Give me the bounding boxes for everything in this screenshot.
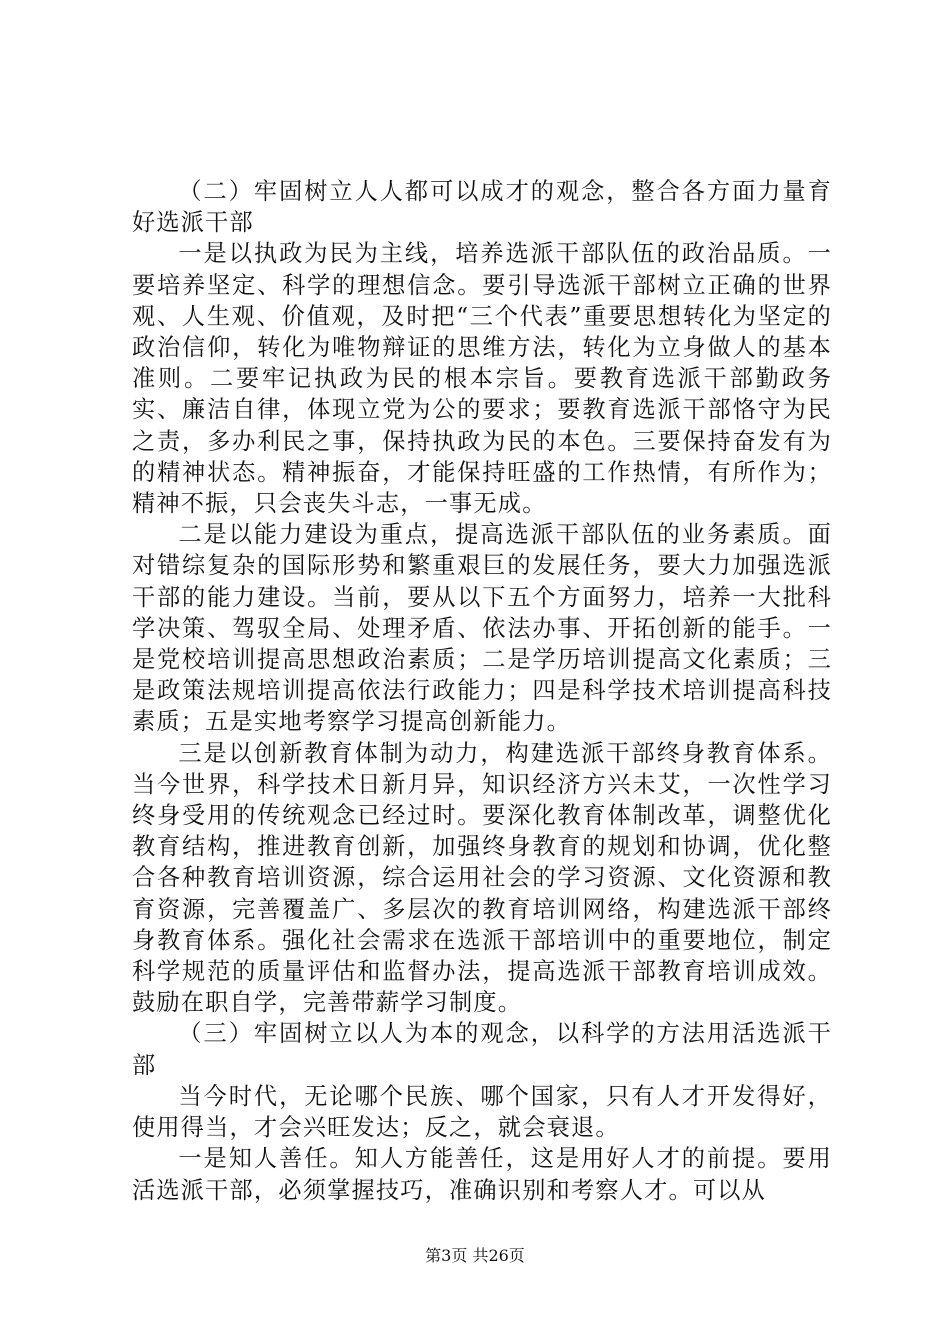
paragraph-political-quality: 一是以执政为民为主线，培养选派干部队伍的政治品质。一要培养坚定、科学的理想信念。要引导选派干部树立正确的世界观、人生观、价值观，及时把“三个代表”重要思想转化为坚定的政治信仰，转化为唯物辩证的思维方法，转化为立身做人的基本准则。二要牢记执政为民的根本宗旨。要教育选派干部勤政务实、廉洁自律，体现立党为公的要求；要教育选派干部恪守为民之责，多办利民之事，保持执政为民的本色。三要保持奋发有为的精神状态。精神振奋，才能保持旺盛的工作热情，有所作为；精神不振，只会丧失斗志，一事无成。	[132, 240, 832, 518]
paragraph-talent-development: 当今时代，无论哪个民族、哪个国家，只有人才开发得好，使用得当，才会兴旺发达；反之，就会衰退。	[132, 1082, 832, 1142]
paragraph-know-people: 一是知人善任。知人方能善任，这是用好人才的前提。要用活选派干部，必须掌握技巧，准确识别和考察人才。可以从	[132, 1145, 832, 1204]
paragraph-capability-building: 二是以能力建设为重点，提高选派干部队伍的业务素质。面对错综复杂的国际形势和繁重艰巨的发展任务，要大力加强选派干部的能力建设。当前，要从以下五个方面努力，培养一大批科学决策、驾驭全局、处理矛盾、依法办事、开拓创新的能手。一是党校培训提高思想政治素质；二是学历培训提高文化素质；三是政策法规培训提高依法行政能力；四是科学技术培训提高科技素质；五是实地考察学习提高创新能力。	[132, 521, 832, 736]
section-heading-3: （三）牢固树立以人为本的观念，以科学的方法用活选派干部	[132, 1020, 832, 1079]
section-heading-2: （二）牢固树立人人都可以成才的观念，整合各方面力量育好选派干部	[132, 178, 832, 237]
paragraph-lifelong-education: 三是以创新教育体制为动力，构建选派干部终身教育体系。当今世界，科学技术日新月异，知识经济方兴未艾，一次性学习终身受用的传统观念已经过时。要深化教育体制改革，调整优化教育结构，推进教育创新，加强终身教育的规划和协调，优化整合各种教育培训资源，综合运用社会的学习资源、文化资源和教育资源，完善覆盖广、多层次的教育培训网络，构建选派干部终身教育体系。强化社会需求在选派干部培训中的重要地位，制定科学规范的质量评估和监督办法，提高选派干部教育培训成效。鼓励在职自学，完善带薪学习制度。	[132, 739, 832, 1017]
document-body	[132, 176, 832, 1206]
page-number-footer: 第3页 共26页	[425, 1246, 525, 1265]
